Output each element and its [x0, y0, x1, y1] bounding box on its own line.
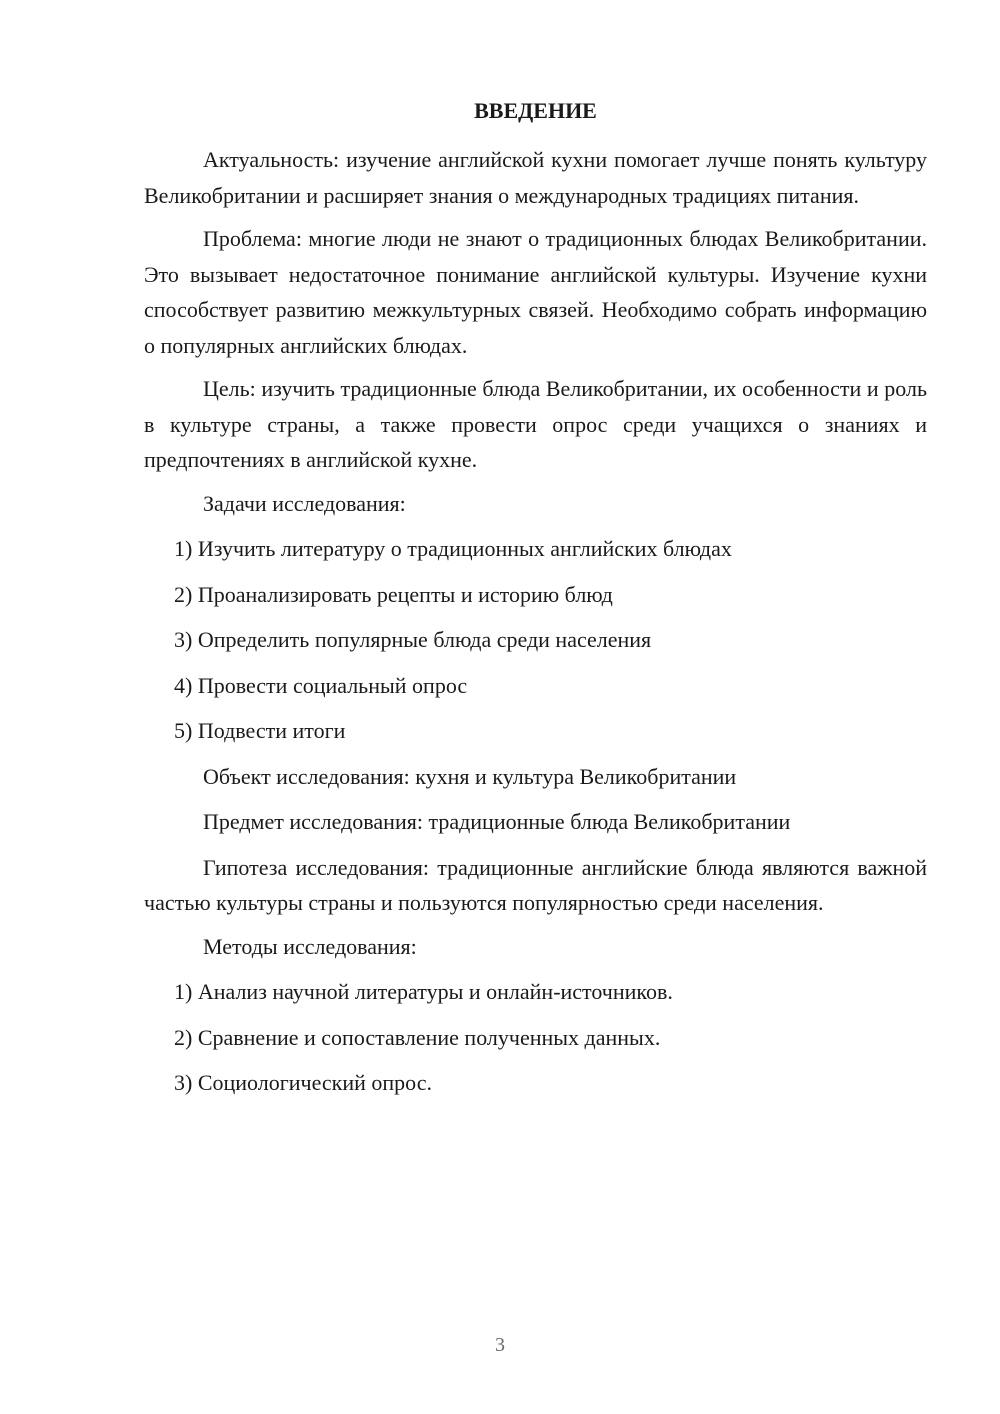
hypothesis-paragraph: Гипотеза исследования: традиционные английские блюда являются важной частью культуры страны и пользуются популярностью среди населения. — [144, 854, 927, 915]
task-item: 2) Проанализировать рецепты и историю блюд — [174, 581, 613, 607]
tasks-list — [144, 531, 927, 749]
section-title: ВВЕДЕНИЕ — [474, 98, 597, 123]
method-item: 3) Социологический опрос. — [174, 1070, 432, 1095]
method-item: 1) Анализ научной литературы и онлайн-источников. — [174, 979, 673, 1004]
page-number: 3 — [495, 1334, 505, 1356]
methods-list — [144, 974, 927, 1101]
object-line: Объект исследования: кухня и культура Великобритании — [203, 763, 737, 789]
tasks-heading: Задачи исследования: — [203, 490, 406, 516]
subject-line: Предмет исследования: традиционные блюда Великобритании — [203, 809, 791, 834]
relevance-paragraph: Актуальность: изучение английской кухни помогает лучше понять культуру Великобритании и расширяет знания о международных традициях питания. — [144, 147, 927, 208]
goal-paragraph: Цель: изучить традиционные блюда Великобритании, их особенности и роль в культуре страны, а также провести опрос среди учащихся о знаниях и предпочтениях в английской кухне. — [144, 376, 927, 472]
methods-heading: Методы исследования: — [203, 933, 417, 959]
task-item: 3) Определить популярные блюда среди населения — [174, 627, 652, 652]
method-item: 2) Сравнение и сопоставление полученных данных. — [174, 1024, 661, 1050]
task-item: 1) Изучить литературу о традиционных английских блюдах — [174, 536, 732, 561]
document-page — [144, 96, 927, 1111]
task-item: 4) Провести социальный опрос — [174, 672, 468, 698]
task-item: 5) Подвести итоги — [174, 718, 346, 743]
problem-paragraph: Проблема: многие люди не знают о традиционных блюдах Великобритании. Это вызывает недостаточное понимание английской культуры. Изучение кухни способствует развитию межкультурных связей. Необходимо собрать информацию о популярных английских блюдах. — [144, 226, 927, 358]
